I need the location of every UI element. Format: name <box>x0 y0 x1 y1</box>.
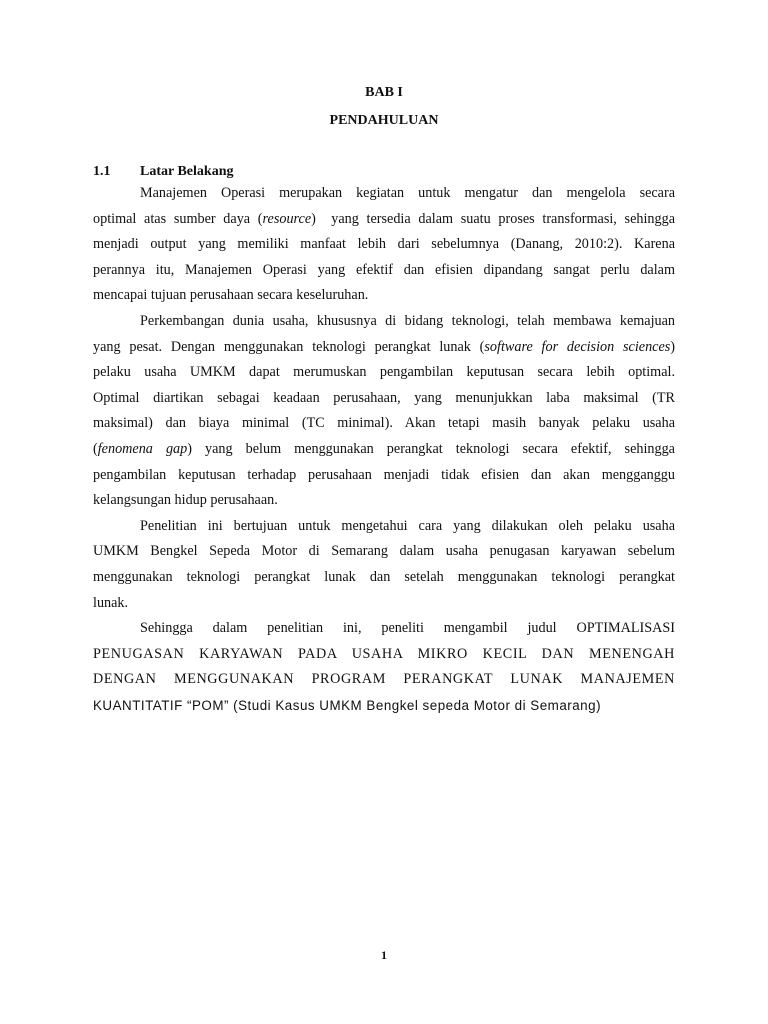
text-line: Perkembangan dunia usaha, khususnya di bidang teknologi, telah membawa kemajuan <box>140 312 675 329</box>
text-line: optimal atas sumber daya (resource) yang tersedia dalam suatu proses transformasi, sehingga <box>93 210 675 227</box>
text-line: kelangsungan hidup perusahaan. <box>93 492 278 509</box>
chapter-title: PENDAHULUAN <box>329 113 439 128</box>
text-line: Optimal diartikan sebagai keadaan perusahaan, yang menunjukkan laba maksimal (TR <box>93 389 675 406</box>
text-line: pengambilan keputusan terhadap perusahaan menjadi tidak efisien dan akan mengganggu <box>93 466 675 483</box>
chapter-number: BAB I <box>365 85 403 100</box>
body-text <box>93 181 675 718</box>
text-line: yang pesat. Dengan menggunakan teknologi perangkat lunak (software for decision sciences) <box>93 338 676 355</box>
section-number: 1.1 <box>93 164 111 179</box>
italic-term: fenomena gap <box>97 440 188 457</box>
paragraph <box>93 309 675 514</box>
text-line: mencapai tujuan perusahaan secara keseluruhan. <box>93 287 369 304</box>
italic-term: software for decision sciences <box>484 338 671 355</box>
text-line: pelaku usaha UMKM dapat merumuskan pengambilan keputusan secara lebih optimal. <box>93 364 675 381</box>
text-line: menjadi output yang memiliki manfaat lebih dari sebelumnya (Danang, 2010:2). Karena <box>93 236 675 253</box>
page-number: 1 <box>381 948 387 962</box>
text-line: Penelitian ini bertujuan untuk mengetahui cara yang dilakukan oleh pelaku usaha <box>140 517 675 534</box>
text-line: Manajemen Operasi merupakan kegiatan untuk mengatur dan mengelola secara <box>140 185 675 201</box>
section-title: Latar Belakang <box>140 164 234 179</box>
paragraph <box>93 181 675 309</box>
italic-term: resource <box>262 210 312 227</box>
text-line: menggunakan teknologi perangkat lunak dan setelah menggunakan teknologi perangkat <box>93 568 675 585</box>
text-line: UMKM Bengkel Sepeda Motor di Semarang dalam usaha penugasan karyawan sebelum <box>93 543 675 560</box>
text-line: Sehingga dalam penelitian ini, peneliti mengambil judul OPTIMALISASI <box>140 620 675 637</box>
paragraph <box>93 616 675 718</box>
text-line: maksimal) dan biaya minimal (TC minimal). Akan tetapi masih banyak pelaku usaha <box>93 415 675 432</box>
text-line: DENGAN MENGGUNAKAN PROGRAM PERANGKAT LUNAK MANAJEMEN <box>93 671 675 688</box>
text-line: PENUGASAN KARYAWAN PADA USAHA MIKRO KECIL DAN MENENGAH <box>93 645 675 662</box>
text-line: KUANTITATIF “POM” (Studi Kasus UMKM Bengkel sepeda Motor di Semarang) <box>93 697 602 713</box>
text-line: lunak. <box>93 594 129 611</box>
section-heading <box>93 164 233 180</box>
text-line: (fenomena gap) yang belum menggunakan perangkat teknologi secara efektif, sehingga <box>93 440 675 457</box>
paragraph <box>93 514 675 616</box>
text-line: perannya itu, Manajemen Operasi yang efektif dan efisien dipandang sangat perlu dalam <box>93 261 675 278</box>
